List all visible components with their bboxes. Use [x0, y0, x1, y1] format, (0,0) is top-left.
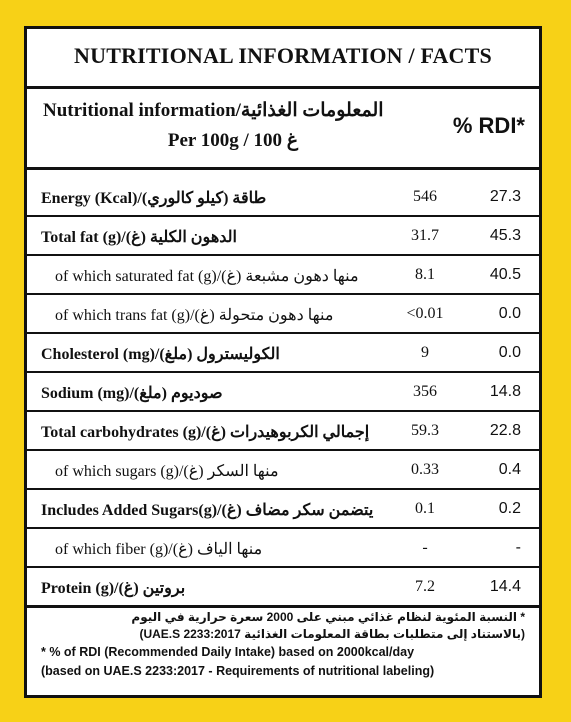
table-row	[27, 256, 539, 295]
nutrient-label: of which fiber (g)/(غ) منها الياف	[55, 541, 263, 558]
nutrient-amount: 9	[421, 344, 429, 361]
footnote-arabic-line-2: (بالاستناد إلى متطلبات بطاقة المعلومات الغذائية UAE.S 2233:2017)	[139, 627, 525, 641]
table-row	[27, 217, 539, 256]
table-header	[27, 86, 539, 170]
nutrient-label: Sodium (mg)/(ملغ) صوديوم	[41, 385, 223, 402]
nutrient-label: Total fat (g)/(غ) الدهون الكلية	[41, 229, 237, 246]
header-line-1: Nutritional information/المعلومات الغذائية	[43, 100, 384, 121]
nutrient-amount: 546	[413, 188, 437, 205]
nutrient-rdi: 0.0	[498, 305, 521, 322]
nutrient-rdi: 14.4	[489, 578, 521, 595]
table-row	[27, 529, 539, 568]
nutrient-label: Cholesterol (mg)/(ملغ) الكوليسترول	[41, 346, 280, 363]
nutrient-rows	[27, 178, 539, 608]
nutrient-amount: 8.1	[415, 266, 435, 283]
nutrient-amount: 59.3	[411, 422, 439, 439]
nutrient-rdi: 0.2	[498, 500, 521, 517]
nutrient-label: Total carbohydrates (g)/(غ) إجمالي الكربوهيدرات	[41, 424, 370, 441]
table-row	[27, 490, 539, 529]
table-row	[27, 568, 539, 608]
nutrient-label: of which trans fat (g)/(غ) منها دهون متحولة	[55, 307, 334, 324]
header-line-2: Per 100g / 100 غ	[167, 130, 299, 151]
nutrient-rdi: 0.0	[498, 344, 521, 361]
nutrient-amount: 356	[413, 383, 437, 400]
nutrient-rdi: 27.3	[489, 188, 521, 205]
nutrient-rdi: 45.3	[489, 227, 521, 244]
table-row	[27, 334, 539, 373]
nutrient-label: Includes Added Sugars(g)/(غ) يتضمن سكر مضاف	[41, 502, 374, 519]
nutrient-rdi: -	[515, 539, 521, 556]
nutrient-rdi: 0.4	[498, 461, 521, 478]
nutrient-amount: <0.01	[406, 305, 444, 322]
nutrient-label: Energy (Kcal)/(كيلو كالوري) طاقة	[41, 190, 267, 207]
nutrition-panel	[24, 26, 542, 698]
table-row	[27, 178, 539, 217]
nutrient-rdi: 14.8	[489, 383, 521, 400]
table-row	[27, 412, 539, 451]
nutrient-amount: -	[422, 539, 428, 556]
nutrient-amount: 7.2	[415, 578, 435, 595]
nutrient-rdi: 40.5	[489, 266, 521, 283]
nutrient-label: Protein (g)/(غ) بروتين	[41, 580, 186, 597]
table-row	[27, 295, 539, 334]
panel-title: NUTRITIONAL INFORMATION / FACTS	[74, 43, 492, 68]
nutrient-amount: 0.1	[415, 500, 435, 517]
nutrient-amount: 31.7	[411, 227, 439, 244]
footnote-english-line-1: * % of RDI (Recommended Daily Intake) based on 2000kcal/day	[41, 645, 415, 659]
nutrient-label: of which saturated fat (g)/(غ) منها دهون مشبعة	[55, 268, 359, 285]
table-row	[27, 451, 539, 490]
table-row	[27, 373, 539, 412]
rdi-column-header: % RDI*	[452, 113, 525, 138]
footnote-arabic-line-1: * النسبة المئوية لنظام غذائي مبني على 2000 سعرة حرارية في اليوم	[131, 610, 525, 624]
footnote	[27, 609, 539, 681]
nutrient-rdi: 22.8	[489, 422, 521, 439]
nutrient-label: of which sugars (g)/(غ) منها السكر	[55, 463, 279, 480]
footnote-english-line-2: (based on UAE.S 2233:2017 - Requirements of nutritional labeling)	[41, 664, 435, 678]
nutrient-amount: 0.33	[411, 461, 439, 478]
